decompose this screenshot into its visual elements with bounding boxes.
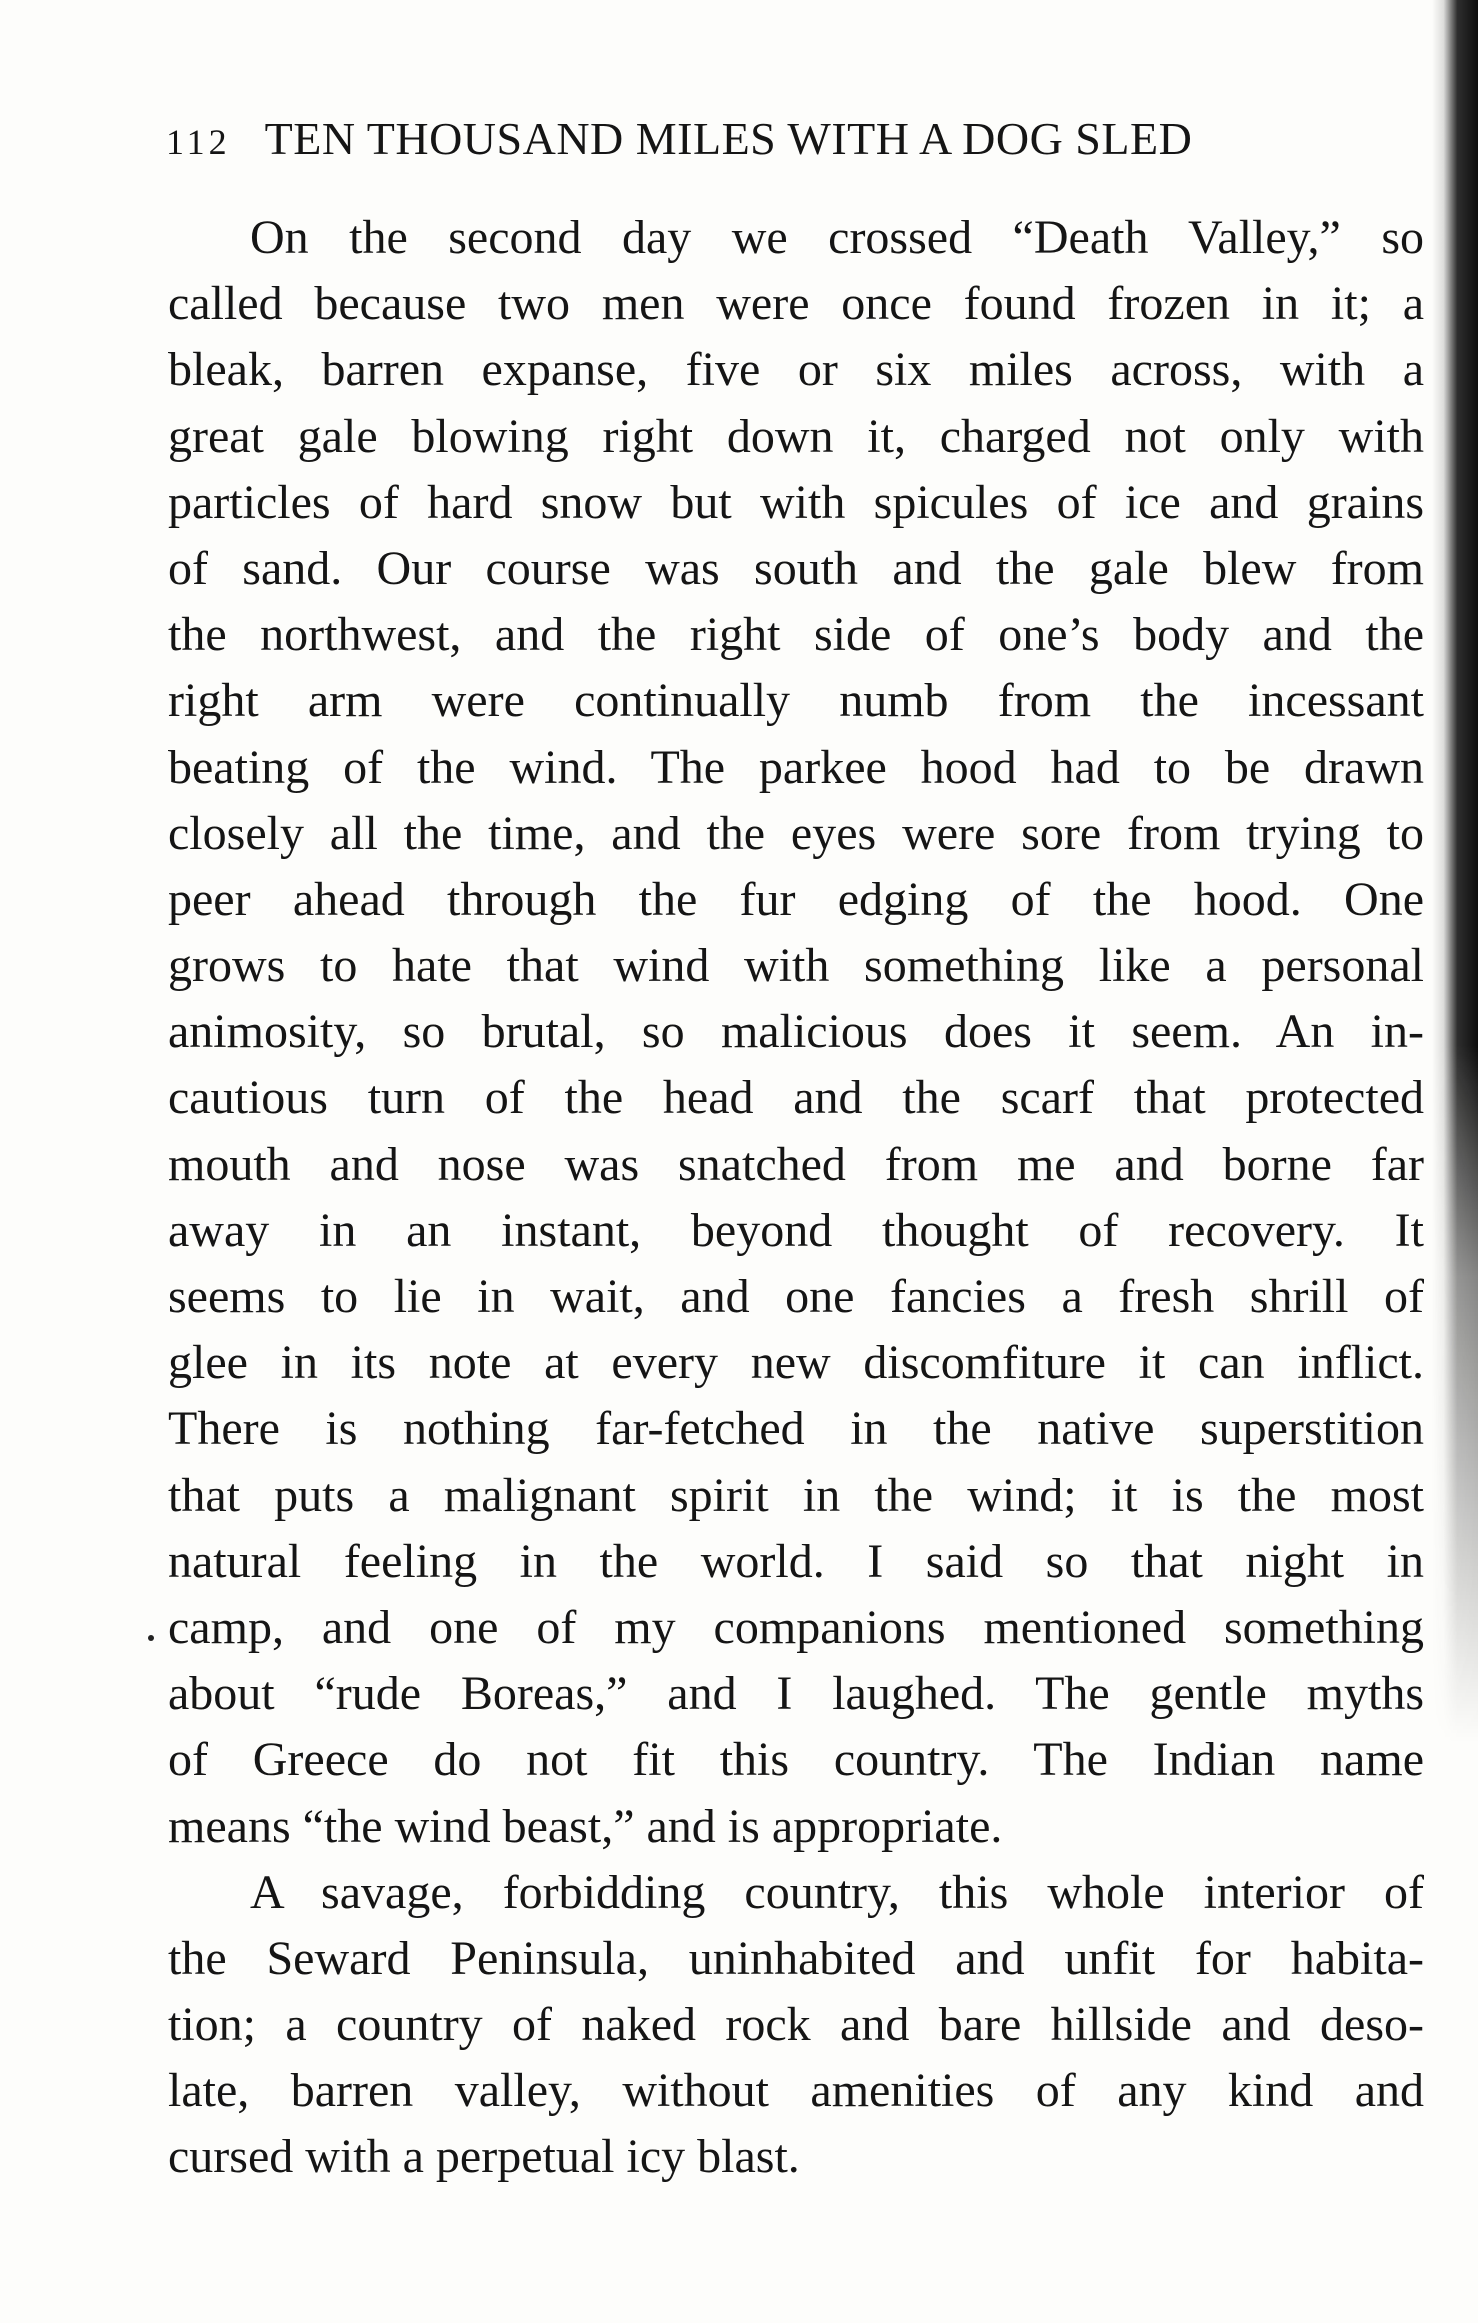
binding-shadow: [1432, 0, 1478, 2323]
text-line: glee in its note at every new discomfiture it can inflict.: [168, 1336, 1424, 1390]
text-line: the northwest, and the right side of one’s body and the: [168, 608, 1424, 662]
body-text: [168, 205, 1424, 2191]
page-number: 112: [166, 122, 231, 162]
text-line: called because two men were once found frozen in it; a: [168, 277, 1424, 331]
paragraph-2: [168, 1860, 1424, 2191]
text-line: beating of the wind. The parkee hood had to be drawn: [168, 740, 1424, 794]
text-line: On the second day we crossed “Death Valley,” so: [250, 211, 1424, 264]
text-line: right arm were continually numb from the incessant: [168, 674, 1424, 728]
text-line: of sand. Our course was south and the gale blew from: [168, 541, 1424, 595]
margin-speck: [148, 1635, 154, 1641]
running-header: [166, 112, 1426, 172]
text-line: There is nothing far-fetched in the native superstition: [168, 1402, 1424, 1456]
text-line: tion; a country of naked rock and bare hillside and deso-: [168, 1998, 1424, 2052]
text-line: camp, and one of my companions mentioned something: [168, 1600, 1424, 1654]
text-line: about “rude Boreas,” and I laughed. The gentle myths: [168, 1667, 1424, 1721]
text-line: closely all the time, and the eyes were sore from trying to: [168, 806, 1424, 860]
text-line: grows to hate that wind with something like a personal: [168, 939, 1424, 993]
text-line: away in an instant, beyond thought of recovery. It: [168, 1203, 1424, 1257]
text-line: cursed with a perpetual icy blast.: [168, 2130, 800, 2184]
text-line: peer ahead through the fur edging of the hood. One: [168, 872, 1424, 926]
text-line: particles of hard snow but with spicules of ice and grains: [168, 475, 1424, 529]
text-line: cautious turn of the head and the scarf that protected: [168, 1071, 1424, 1125]
text-line: animosity, so brutal, so malicious does it seem. An in-: [168, 1005, 1424, 1059]
text-line: mouth and nose was snatched from me and borne far: [168, 1137, 1424, 1191]
text-line: the Seward Peninsula, uninhabited and unfit for habita-: [168, 1931, 1424, 1985]
text-line: late, barren valley, without amenities of any kind and: [168, 2064, 1424, 2118]
text-line: great gale blowing right down it, charged not only with: [168, 409, 1424, 463]
text-line: bleak, barren expanse, five or six miles across, with a: [168, 343, 1424, 397]
paragraph-1: [168, 205, 1424, 1860]
text-line: natural feeling in the world. I said so that night in: [168, 1534, 1424, 1588]
text-line: A savage, forbidding country, this whole interior of: [250, 1865, 1424, 1919]
text-line: means “the wind beast,” and is appropriate.: [168, 1799, 1003, 1853]
text-line: of Greece do not fit this country. The Indian name: [168, 1733, 1424, 1787]
text-line: seems to lie in wait, and one fancies a fresh shrill of: [168, 1270, 1424, 1323]
running-title: TEN THOUSAND MILES WITH A DOG SLED: [264, 113, 1193, 164]
text-line: that puts a malignant spirit in the wind; it is the most: [168, 1468, 1424, 1522]
